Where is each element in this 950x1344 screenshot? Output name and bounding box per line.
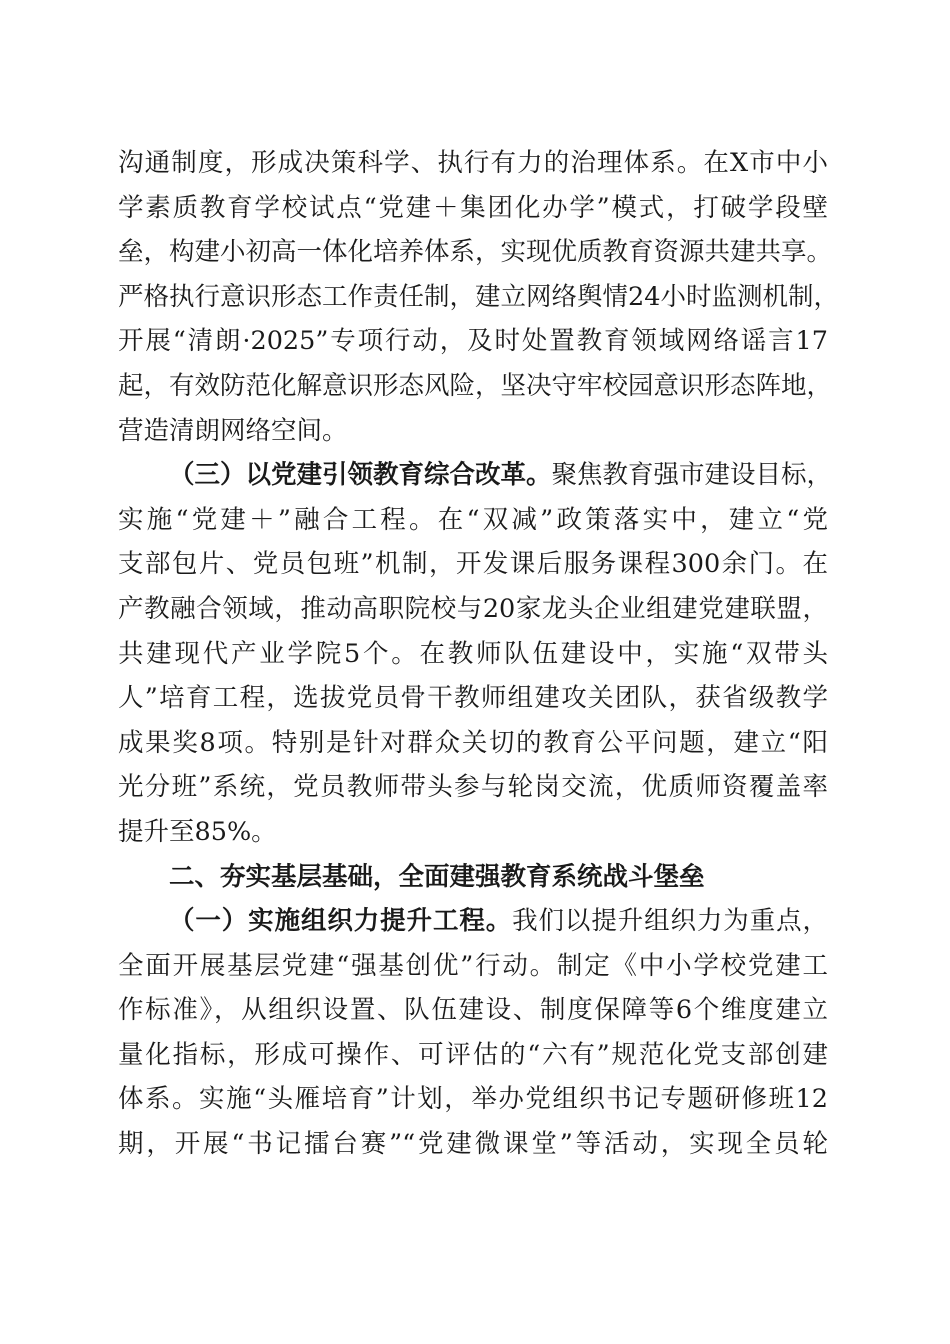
text-line: 共建现代产业学院5个。在教师队伍建设中，实施“双带头 <box>118 638 828 669</box>
paragraph-governance <box>118 141 839 453</box>
text-run: 我们以提升组织力为重点， <box>512 906 828 937</box>
text-line: 全面开展基层党建“强基创优”行动。制定《中小学校党建工 <box>118 950 828 981</box>
text-line: 成果奖8项。特别是针对群众关切的教育公平问题，建立“阳 <box>118 727 828 758</box>
text-line: 期，开展“书记擂台赛”“党建微课堂”等活动，实现全员轮 <box>118 1129 828 1160</box>
paragraph-organization <box>118 899 828 1167</box>
text-line: 起，有效防范化解意识形态风险，坚决守牢校园意识形态阵地， <box>118 370 833 401</box>
text-line: 支部包片、党员包班”机制，开发课后服务课程300余门。在 <box>118 549 828 580</box>
text-run: 聚焦教育强市建设目标， <box>551 460 833 491</box>
text-line: 实施“党建＋”融合工程。在“双减”政策落实中，建立“党 <box>118 504 828 535</box>
text-line: 垒，构建小初高一体化培养体系，实现优质教育资源共建共享。 <box>118 237 833 268</box>
text-line: 开展“清朗·2025”专项行动，及时处置教育领域网络谣言17 <box>118 326 828 357</box>
text-line <box>118 453 833 498</box>
text-line: 体系。实施“头雁培育”计划，举办党组织书记专题研修班12 <box>118 1084 828 1115</box>
text-line: 光分班”系统，党员教师带头参与轮岗交流，优质师资覆盖率 <box>118 772 828 803</box>
paragraph-heading: （三）以党建引领教育综合改革。 <box>169 460 552 491</box>
text-line: 量化指标，形成可操作、可评估的“六有”规范化党支部创建 <box>118 1039 828 1070</box>
text-line: 产教融合领域，推动高职院校与20家龙头企业组建党建联盟， <box>118 593 828 624</box>
text-line: 人”培育工程，选拔党员骨干教师组建攻关团队，获省级教学 <box>118 683 828 714</box>
text-line: 营造清朗网络空间。 <box>118 415 348 446</box>
paragraph-heading: （一）实施组织力提升工程。 <box>169 906 513 937</box>
text-line: 作标准》，从组织设置、队伍建设、制度保障等6个维度建立 <box>118 995 828 1026</box>
paragraph-education-reform <box>118 453 833 854</box>
text-line: 沟通制度，形成决策科学、执行有力的治理体系。在X市中小 <box>118 148 828 178</box>
text-line <box>118 899 828 944</box>
text-line: 学素质教育学校试点“党建＋集团化办学”模式，打破学段壁 <box>118 192 828 223</box>
text-line: 提升至85%。 <box>118 816 277 847</box>
section-heading: 二、夯实基层基础，全面建强教育系统战斗堡垒 <box>169 861 705 892</box>
text-line: 严格执行意识形态工作责任制，建立网络舆情24小时监测机制， <box>118 281 839 312</box>
document-body <box>118 141 839 1167</box>
